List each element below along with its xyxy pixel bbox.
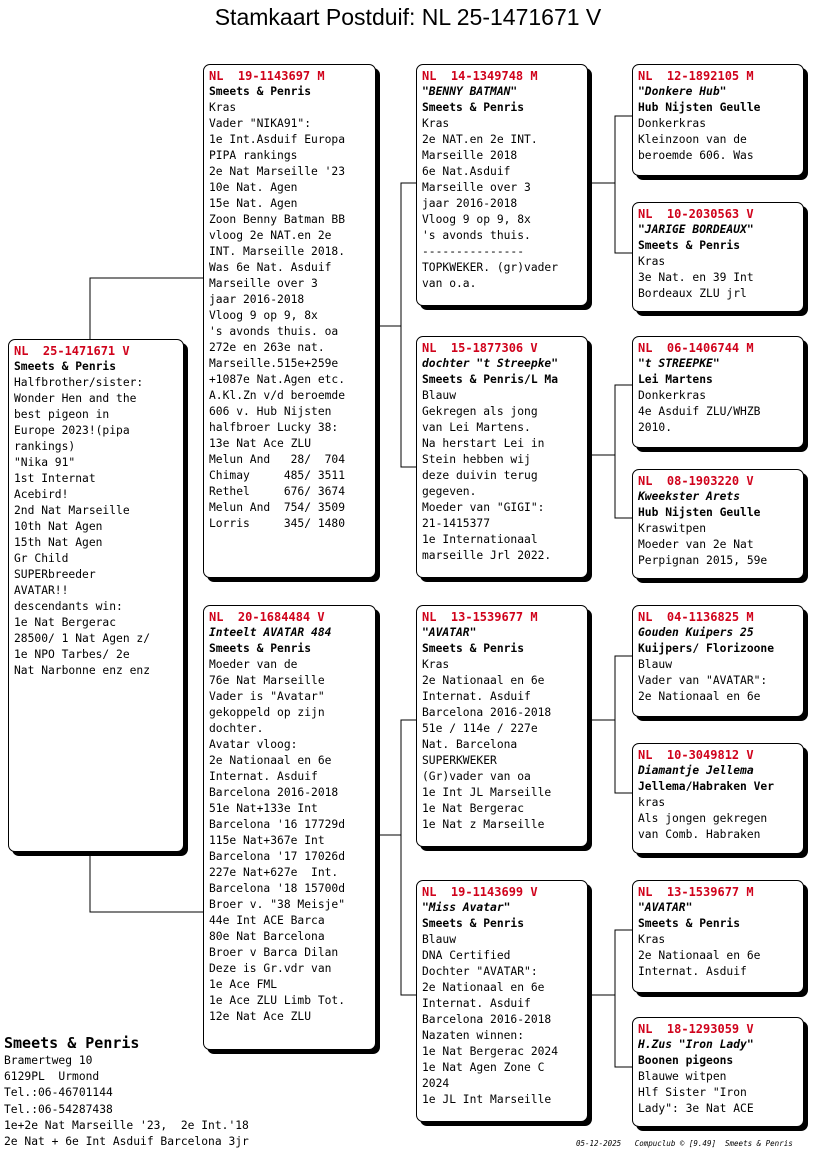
info-line: Barcelona '16 17729d [209, 818, 346, 831]
owner-line: Boonen pigeons [638, 1054, 734, 1067]
info-line: Donkerkras [638, 389, 707, 402]
ring-number: NL 13-1539677 M [422, 610, 538, 624]
info-line: Barcelona '17 17026d [209, 850, 346, 863]
owner-line: Hub Nijsten Geulle [638, 506, 761, 519]
owner-line: Lei Martens [638, 373, 713, 386]
info-line: Lorris 345/ 1480 [209, 517, 346, 530]
info-line: 10th Nat Agen [14, 520, 103, 533]
info-line: Kras [209, 101, 237, 114]
owner-line: Smeets & Penris/L Ma [422, 373, 559, 386]
info-line: Was 6e Nat. Asduif [209, 261, 332, 274]
info-line: --------------- [422, 245, 525, 258]
info-line: Dochter "AVATAR": [422, 965, 538, 978]
info-line: 6e Nat.Asduif [422, 165, 511, 178]
info-line: 15e Nat. Agen [209, 197, 298, 210]
owner-address: Bramertweg 10 [4, 1054, 93, 1067]
paternal-grandmother-card [416, 336, 588, 578]
info-line: Melun And 28/ 704 [209, 453, 346, 466]
info-line: 1e Nat Bergerac 2024 [422, 1045, 559, 1058]
info-line: Barcelona 2016-2018 [209, 786, 339, 799]
info-line: 12e Nat Ace ZLU [209, 1010, 312, 1023]
info-line: vloog 2e NAT.en 2e [209, 229, 332, 242]
info-line: Halfbrother/sister: [14, 376, 144, 389]
info-line: marseille Jrl 2022. [422, 549, 552, 562]
info-line: PIPA rankings [209, 149, 298, 162]
owner-line: Smeets & Penris [209, 85, 312, 98]
ring-number: NL 08-1903220 V [638, 474, 754, 488]
great-grandparent-card-mmf [632, 880, 804, 993]
info-line: SUPERbreeder [14, 568, 96, 581]
info-line: Vloog 9 op 9, 8x [422, 213, 531, 226]
info-line: dochter. [209, 722, 264, 735]
info-line: SUPERKWEKER [422, 754, 497, 767]
info-line: Perpignan 2015, 59e [638, 554, 768, 567]
info-line: 51e Nat+133e Int [209, 802, 318, 815]
info-line: Moeder van "GIGI": [422, 501, 545, 514]
info-line: 1e Nat Bergerac [422, 802, 525, 815]
info-line: 2e Nationaal en 6e [638, 690, 761, 703]
info-line: Barcelona '18 15700d [209, 882, 346, 895]
ring-number: NL 14-1349748 M [422, 69, 538, 83]
info-line: Donkerkras [638, 117, 707, 130]
info-line: A.Kl.Zn v/d beroemde [209, 389, 346, 402]
info-line: Lady": 3e Nat ACE [638, 1102, 754, 1115]
info-line: 1e NPO Tarbes/ 2e [14, 648, 130, 661]
ring-number: NL 19-1143697 M [209, 69, 325, 83]
info-line: Vader "NIKA91": [209, 117, 312, 130]
info-line: (Gr)vader van oa [422, 770, 531, 783]
info-line: 1e Ace FML [209, 978, 278, 991]
owner-phone: Tel.:06-46701144 [4, 1086, 113, 1100]
info-line: 's avonds thuis. [422, 229, 531, 242]
info-line: Nazaten winnen: [422, 1029, 525, 1042]
owner-line: Smeets & Penris [638, 917, 741, 930]
info-line: 2024 [422, 1077, 450, 1090]
ring-number: NL 19-1143699 V [422, 885, 538, 899]
page-title: Stamkaart Postduif: NL 25-1471671 V [214, 4, 602, 30]
info-line: 2e Nationaal en 6e [422, 674, 545, 687]
info-line: descendants win: [14, 600, 123, 613]
owner-achievement: 2e Nat + 6e Int Asduif Barcelona 3jr [4, 1135, 249, 1149]
info-line: Kras [638, 255, 666, 268]
paternal-grandfather-card [416, 64, 588, 306]
info-line: Nat. Barcelona [422, 738, 518, 751]
info-line: beroemde 606. Was [638, 149, 754, 162]
info-line: 1e Nat z Marseille [422, 818, 545, 831]
maternal-grandmother-card [416, 880, 588, 1122]
info-line: Melun And 754/ 3509 [209, 501, 346, 514]
info-line: Marseille over 3 [209, 277, 318, 290]
info-line: Internat. Asduif [209, 770, 318, 783]
info-line: 1e Nat Bergerac [14, 616, 117, 629]
info-line: deze duivin terug [422, 469, 538, 482]
info-line: gekoppeld op zijn [209, 706, 325, 719]
info-line: 1st Internat [14, 472, 96, 485]
info-line: Acebird! [14, 488, 69, 501]
owner-phone: Tel.:06-54287438 [4, 1102, 113, 1116]
info-line: 76e Nat Marseille [209, 674, 325, 687]
owner-line: Smeets & Penris [422, 917, 525, 930]
info-line: Moeder van de [209, 658, 298, 671]
pigeon-name: "t STREEPKE" [638, 357, 720, 370]
owner-line: Hub Nijsten Geulle [638, 101, 761, 114]
great-grandparent-card-fmm [632, 469, 804, 579]
owner-line: Smeets & Penris [14, 360, 117, 373]
info-line: gegeven. [422, 485, 477, 498]
info-line: van Comb. Habraken [638, 828, 761, 841]
maternal-grandfather-card [416, 605, 588, 847]
info-line: Blauw [422, 933, 457, 946]
info-line: Vader is "Avatar" [209, 690, 325, 703]
owner-line: Smeets & Penris [422, 642, 525, 655]
info-line: van o.a. [422, 277, 477, 290]
pigeon-name: "AVATAR" [638, 901, 693, 914]
ring-number: NL 06-1406744 M [638, 341, 754, 355]
mother-card [203, 605, 376, 1050]
info-line: Blauwe witpen [638, 1070, 727, 1083]
info-line: Avatar vloog: [209, 738, 298, 751]
pigeon-name: Diamantje Jellema [638, 764, 754, 777]
info-line: 2e Nationaal en 6e [638, 949, 761, 962]
pigeon-name: Inteelt AVATAR 484 [209, 626, 332, 639]
info-line: jaar 2016-2018 [422, 197, 518, 210]
info-line: "Nika 91" [14, 456, 76, 469]
info-line: 13e Nat Ace ZLU [209, 437, 312, 450]
great-grandparent-card-mff [632, 605, 804, 717]
info-line: Gekregen als jong [422, 405, 538, 418]
info-line: Internat. Asduif [638, 965, 747, 978]
info-line: Marseille over 3 [422, 181, 531, 194]
info-line: 4e Asduif ZLU/WHZB [638, 405, 761, 418]
ring-number: NL 25-1471671 V [14, 344, 130, 358]
pigeon-name: "BENNY BATMAN" [422, 85, 518, 98]
father-card [203, 64, 376, 578]
info-line: 10e Nat. Agen [209, 181, 298, 194]
info-line: 2nd Nat Marseille [14, 504, 130, 517]
info-line: kras [638, 796, 666, 809]
pigeon-name: "Donkere Hub" [638, 85, 727, 98]
info-line: Marseille.515e+259e [209, 357, 339, 370]
info-line: Zoon Benny Batman BB [209, 213, 346, 226]
info-line: Stein hebben wij [422, 453, 531, 466]
great-grandparent-card-mmm [632, 1017, 804, 1127]
info-line: van Lei Martens. [422, 421, 531, 434]
info-line: 2e Nationaal en 6e [422, 981, 545, 994]
info-line: Europe 2023!(pipa [14, 424, 130, 437]
info-line: 2010. [638, 421, 673, 434]
pigeon-name: "JARIGE BORDEAUX" [638, 223, 754, 236]
info-line: 1e Int JL Marseille [422, 786, 552, 799]
info-line: Wonder Hen and the [14, 392, 137, 405]
ring-number: NL 10-2030563 V [638, 207, 754, 221]
info-line: 1e Int.Asduif Europa [209, 133, 346, 146]
info-line: INT. Marseille 2018. [209, 245, 346, 258]
info-line: 28500/ 1 Nat Agen z/ [14, 632, 151, 645]
ring-number: NL 12-1892105 M [638, 69, 754, 83]
info-line: 606 v. Hub Nijsten [209, 405, 332, 418]
owner-line: Kuijpers/ Florizoone [638, 642, 775, 655]
info-line: Als jongen gekregen [638, 812, 768, 825]
info-line: Broer v Barca Dilan [209, 946, 339, 959]
info-line: 15th Nat Agen [14, 536, 103, 549]
info-line: 1e Nat Agen Zone C [422, 1061, 545, 1074]
great-grandparent-card-ffm [632, 202, 804, 312]
info-line: best pigeon in [14, 408, 110, 421]
owner-achievement: 1e+2e Nat Marseille '23, 2e Int.'18 [4, 1118, 249, 1132]
info-line: Kleinzoon van de [638, 133, 747, 146]
info-line: Vloog 9 op 9, 8x [209, 309, 318, 322]
info-line: Chimay 485/ 3511 [209, 469, 346, 482]
pigeon-name: dochter "t Streepke" [422, 357, 559, 370]
subject-pigeon-card [8, 339, 184, 852]
pigeon-name: H.Zus "Iron Lady" [638, 1038, 754, 1051]
info-line: Blauw [638, 658, 673, 671]
info-line: 80e Nat Barcelona [209, 930, 325, 943]
info-line: Barcelona 2016-2018 [422, 1013, 552, 1026]
owner-line: Jellema/Habraken Ver [638, 780, 775, 793]
info-line: Blauw [422, 389, 457, 402]
info-line: jaar 2016-2018 [209, 293, 305, 306]
info-line: Bordeaux ZLU jrl [638, 287, 747, 300]
info-line: Nat Narbonne enz enz [14, 664, 151, 677]
info-line: 2e Nat Marseille '23 [209, 165, 346, 178]
ring-number: NL 04-1136825 M [638, 610, 754, 624]
info-line: Kras [638, 933, 666, 946]
owner-line: Smeets & Penris [422, 101, 525, 114]
info-line: 272e en 263e nat. [209, 341, 325, 354]
info-line: Deze is Gr.vdr van [209, 962, 332, 975]
info-line: Kraswitpen [638, 522, 707, 535]
ring-number: NL 18-1293059 V [638, 1022, 754, 1036]
owner-name: Smeets & Penris [4, 1034, 140, 1052]
info-line: Hlf Sister "Iron [638, 1086, 747, 1099]
info-line: 3e Nat. en 39 Int [638, 271, 754, 284]
great-grandparent-card-fff [632, 64, 804, 176]
owner-info [4, 1033, 249, 1150]
pigeon-name: Kweekster Arets [638, 490, 741, 503]
ring-number: NL 10-3049812 V [638, 748, 754, 762]
great-grandparent-card-mfm [632, 743, 804, 854]
info-line: Na herstart Lei in [422, 437, 545, 450]
owner-postcode-city: 6129PL Urmond [4, 1070, 100, 1084]
ring-number: NL 15-1877306 V [422, 341, 538, 355]
info-line: 44e Int ACE Barca [209, 914, 325, 927]
pigeon-name: "Miss Avatar" [422, 901, 511, 914]
info-line: 1e JL Int Marseille [422, 1093, 552, 1106]
info-line: Rethel 676/ 3674 [209, 485, 346, 498]
info-line: AVATAR!! [14, 584, 69, 597]
info-line: Kras [422, 658, 450, 671]
info-line: 227e Nat+627e Int. [209, 866, 339, 879]
owner-line: Smeets & Penris [209, 642, 312, 655]
info-line: Kras [422, 117, 450, 130]
info-line: Internat. Asduif [422, 690, 531, 703]
info-line: 21-1415377 [422, 517, 491, 530]
info-line: Internat. Asduif [422, 997, 531, 1010]
info-line: Gr Child [14, 552, 69, 565]
info-line: Vader van "AVATAR": [638, 674, 768, 687]
info-line: 2e Nationaal en 6e [209, 754, 332, 767]
info-line: halfbroer Lucky 38: [209, 421, 339, 434]
info-line: Marseille 2018 [422, 149, 518, 162]
info-line: DNA Certified [422, 949, 511, 962]
footer-credits: 05-12-2025 Compuclub © [9.49] Smeets & Penris [576, 1139, 793, 1148]
pigeon-name: Gouden Kuipers 25 [638, 626, 754, 639]
ring-number: NL 13-1539677 M [638, 885, 754, 899]
info-line: Barcelona 2016-2018 [422, 706, 552, 719]
info-line: 51e / 114e / 227e [422, 722, 538, 735]
info-line: Moeder van 2e Nat [638, 538, 754, 551]
info-line: +1087e Nat.Agen etc. [209, 373, 346, 386]
info-line: Broer v. "38 Meisje" [209, 898, 346, 911]
pigeon-name: "AVATAR" [422, 626, 477, 639]
owner-line: Smeets & Penris [638, 239, 741, 252]
info-line: rankings) [14, 440, 76, 453]
info-line: TOPKWEKER. (gr)vader [422, 261, 559, 274]
ring-number: NL 20-1684484 V [209, 610, 325, 624]
info-line: 115e Nat+367e Int [209, 834, 325, 847]
great-grandparent-card-fmf [632, 336, 804, 448]
info-line: 's avonds thuis. oa [209, 325, 339, 338]
info-line: 1e Ace ZLU Limb Tot. [209, 994, 346, 1007]
info-line: 2e NAT.en 2e INT. [422, 133, 538, 146]
info-line: 1e Internationaal [422, 533, 538, 546]
